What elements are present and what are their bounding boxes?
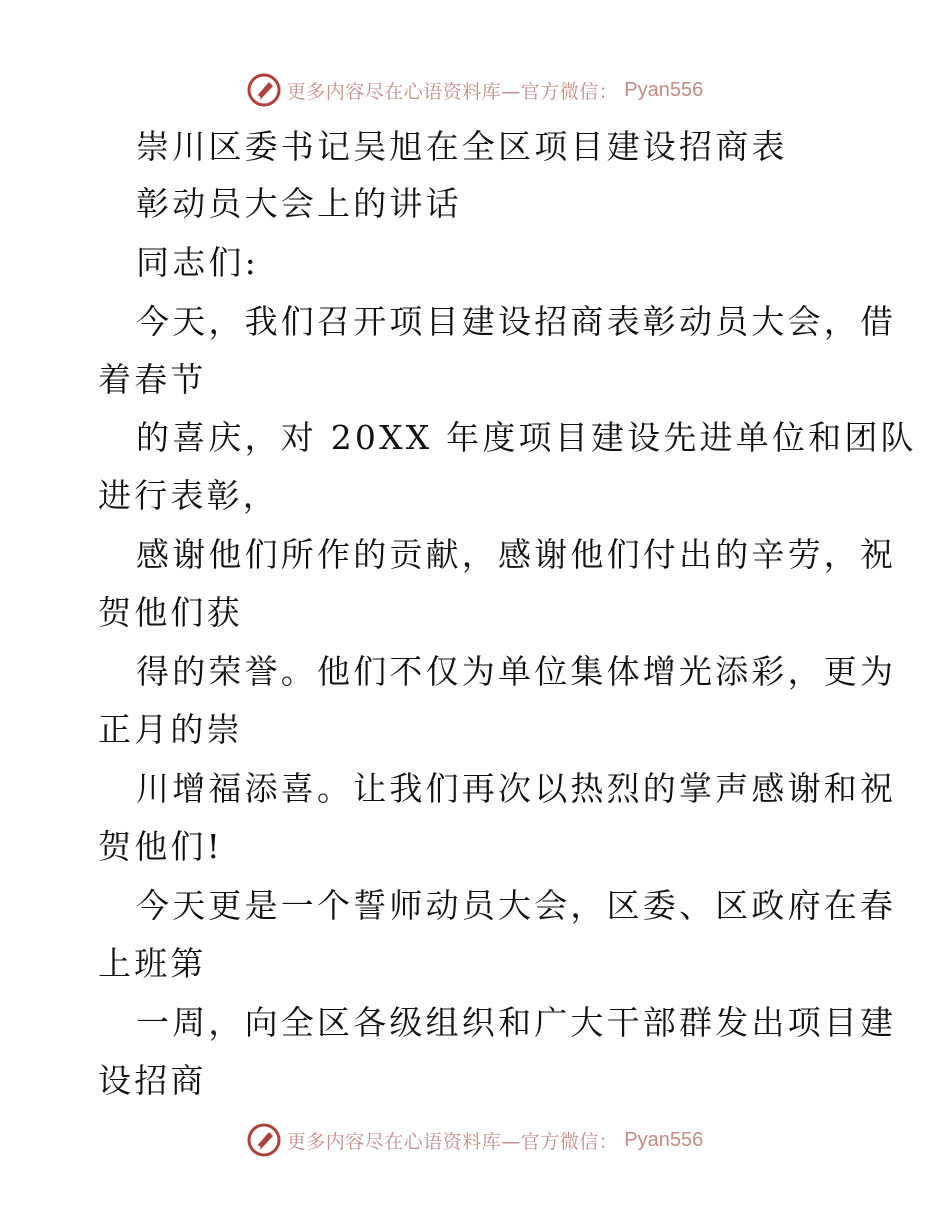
paragraph-line: 得的荣誉。他们不仅为单位集体增光添彩，更为: [136, 652, 897, 691]
title-line-2: 彰动员大会上的讲话: [136, 184, 462, 223]
paragraph-line: 一周，向全区各级组织和广大干部群发出项目建: [136, 1003, 897, 1042]
watermark-wechat-id: Pyan556: [624, 78, 704, 101]
header-watermark: [0, 70, 950, 110]
paragraph-line: 今天，我们召开项目建设招商表彰动员大会，借: [136, 302, 897, 341]
title-line-1: 崇川区委书记吴旭在全区项目建设招商表: [136, 127, 788, 166]
pen-logo-icon: [247, 1123, 281, 1157]
paragraph-line: 感谢他们所作的贡献，感谢他们付出的辛劳，祝: [136, 535, 897, 574]
paragraph-line: 贺他们!: [98, 827, 224, 866]
watermark-wechat-id: Pyan556: [624, 1128, 704, 1151]
paragraph-line: 贺他们获: [98, 593, 243, 632]
paragraph-line: 上班第: [98, 944, 207, 983]
paragraph-line: 设招商: [98, 1061, 207, 1100]
watermark-text: 更多内容尽在心语资料库—官方微信：: [286, 80, 619, 103]
salutation: 同志们:: [136, 243, 259, 282]
pen-logo-icon: [247, 73, 281, 107]
paragraph-line: 今天更是一个誓师动员大会，区委、区政府在春: [136, 886, 897, 925]
paragraph-line: 川增福添喜。让我们再次以热烈的掌声感谢和祝: [136, 769, 897, 808]
paragraph-line: 的喜庆，对 20XX 年度项目建设先进单位和团队: [136, 418, 917, 457]
paragraph-line: 着春节: [98, 360, 207, 399]
footer-watermark: [0, 1120, 950, 1160]
watermark-text: 更多内容尽在心语资料库—官方微信：: [286, 1130, 619, 1153]
paragraph-line: 进行表彰，: [98, 476, 279, 515]
paragraph-line: 正月的崇: [98, 710, 243, 749]
